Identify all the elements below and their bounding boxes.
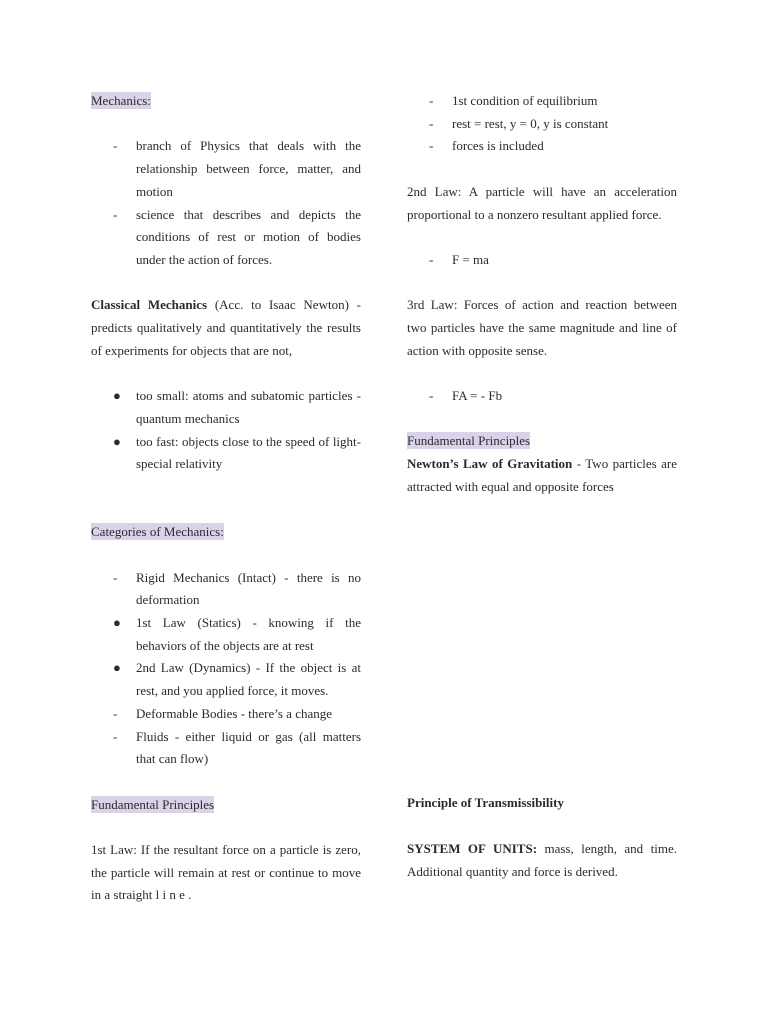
list-item: ● 1st Law (Statics) - knowing if the behaviors of the objects are at rest [113,615,361,653]
list-item: - science that describes and depicts the conditions of rest or motion of bodies under the action of forces. [113,206,361,267]
right-column [407,90,677,499]
classical-mechanics-paragraph: Classical Mechanics (Acc. to Isaac Newton) - predicts qualitatively and quantitatively the results of experiments for objects that are not, [91,297,361,358]
categories-list [91,567,361,771]
gravitation-paragraph: Newton’s Law of Gravitation - Two particles are attracted with equal and opposite forces [407,456,677,494]
system-of-units-paragraph: SYSTEM OF UNITS: mass, length, and time. Additional quantity and force is derived. [407,841,677,879]
list-item: - Deformable Bodies - there’s a change [113,705,333,721]
list-item: - FA = - Fb [429,388,503,404]
list-item: - 1st condition of equilibrium [429,93,598,108]
list-item: ● too small: atoms and subatomic particles - quantum mechanics [113,388,361,426]
transmissibility-heading: Principle of Transmissibility [407,795,564,810]
list-item: ● 2nd Law (Dynamics) - If the object is at rest, and you applied force, it moves. [113,660,361,699]
third-law-paragraph: 3rd Law: Forces of action and reaction between two particles have the same magnitude and line of action with opposite sense. [407,297,677,358]
not-conditions-list [91,385,361,476]
left-column [91,90,361,907]
list-item: - forces is included [429,138,544,154]
first-law-list [407,90,677,158]
list-item: - Fluids - either liquid or gas (all matters that can flow) [113,728,361,767]
mechanics-list [91,135,361,271]
fundamental-principles-heading: Fundamental Principles [91,796,215,812]
fundamental-principles-heading-right: Fundamental Principles [407,433,531,449]
list-item: - rest = rest, y = 0, y is constant [429,115,609,131]
list-item: - Rigid Mechanics (Intact) - there is no deformation [113,569,361,608]
second-law-formula [407,249,677,272]
list-item: - branch of Physics that deals with the relationship between force, matter, and motion [113,138,361,199]
second-law-paragraph: 2nd Law: A particle will have an acceleration proportional to a nonzero resultant applied force. [407,183,677,222]
list-item: - F = ma [429,251,489,267]
list-item: ● too fast: objects close to the speed of light- special relativity [113,433,361,472]
mechanics-heading: Mechanics: [91,93,151,108]
first-law-paragraph: 1st Law: If the resultant force on a particle is zero, the particle will remain at rest or continue to move in a straight l i n e . [91,842,361,903]
categories-heading: Categories of Mechanics: [91,524,224,540]
third-law-formula [407,385,677,408]
